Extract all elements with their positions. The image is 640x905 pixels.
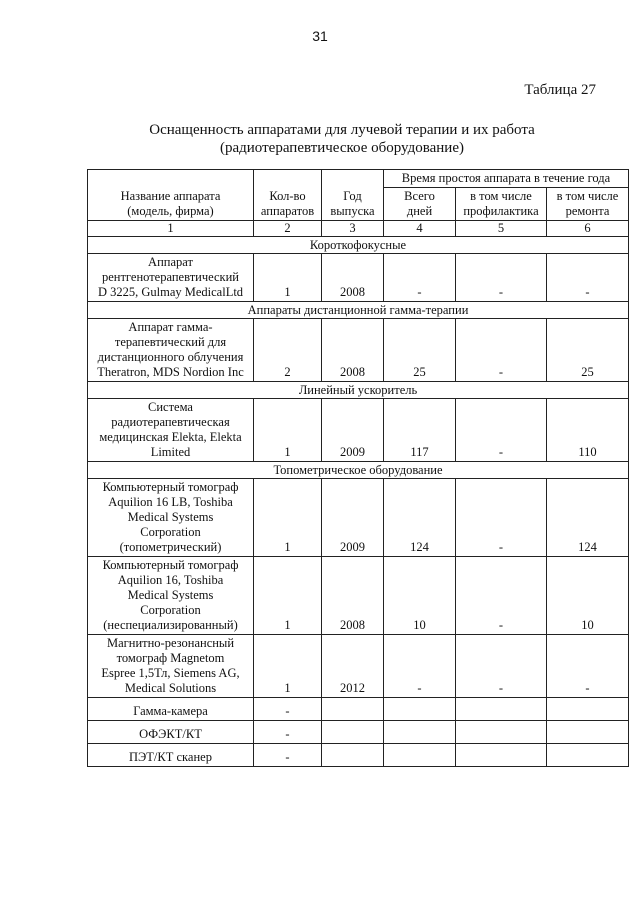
header-year xyxy=(322,170,384,221)
equipment-name-line: Theratron, MDS Nordion Inc xyxy=(97,365,244,379)
equipment-name-line: D 3225, Gulmay MedicalLtd xyxy=(97,285,244,299)
header-maintenance-line: в том числе xyxy=(470,189,532,203)
table-title xyxy=(0,121,640,157)
maintenance-cell: - xyxy=(456,254,547,302)
count-cell: - xyxy=(254,744,322,767)
year-cell: 2009 xyxy=(322,399,384,462)
page-number: 31 xyxy=(312,28,328,44)
year-cell: 2008 xyxy=(322,557,384,635)
empty-cell xyxy=(384,698,456,721)
column-number: 2 xyxy=(254,221,322,237)
equipment-name-line: Corporation xyxy=(140,603,201,617)
header-total-line: Всего xyxy=(404,189,435,203)
header-repair-line: в том числе xyxy=(556,189,619,203)
repair-cell: 25 xyxy=(547,319,629,382)
repair-cell: - xyxy=(547,635,629,698)
count-cell: - xyxy=(254,721,322,744)
equipment-name-line: дистанционного облучения xyxy=(97,350,244,364)
total-days-cell: 10 xyxy=(384,557,456,635)
section-row xyxy=(88,382,629,399)
section-title: Топометрическое оборудование xyxy=(88,462,629,479)
header-downtime: Время простоя аппарата в течение года xyxy=(384,170,629,188)
empty-cell xyxy=(456,698,547,721)
header-name-line: Название аппарата xyxy=(120,189,221,203)
equipment-name-line: Аппарат гамма- xyxy=(128,320,213,334)
equipment-name-cell xyxy=(88,635,254,698)
table-row xyxy=(88,399,629,462)
equipment-name-cell xyxy=(88,557,254,635)
empty-cell xyxy=(547,744,629,767)
column-number: 4 xyxy=(384,221,456,237)
header-year-line: Год xyxy=(343,189,362,203)
equipment-name-line: Aquilion 16 LB, Toshiba xyxy=(108,495,233,509)
table-row xyxy=(88,479,629,557)
count-cell: 1 xyxy=(254,254,322,302)
equipment-name-line: Medical Systems xyxy=(127,588,214,602)
table-row xyxy=(88,744,629,767)
equipment-name-line: Магнитно-резонансный xyxy=(106,636,235,650)
title-line-1: Оснащенность аппаратами для лучевой терапии и их работа xyxy=(149,122,535,138)
section-title: Короткофокусные xyxy=(88,237,629,254)
title-line-2: (радиотерапевтическое оборудование) xyxy=(220,140,464,156)
header-count xyxy=(254,170,322,221)
empty-cell xyxy=(456,721,547,744)
header-total-line: дней xyxy=(406,204,433,218)
maintenance-cell: - xyxy=(456,557,547,635)
header-name-line: (модель, фирма) xyxy=(127,204,214,218)
header-maintenance-line: профилактика xyxy=(463,204,539,218)
total-days-cell: - xyxy=(384,254,456,302)
repair-cell: - xyxy=(547,254,629,302)
equipment-name-cell: ПЭТ/КТ сканер xyxy=(88,744,254,767)
equipment-name-cell xyxy=(88,319,254,382)
section-row xyxy=(88,237,629,254)
year-cell: 2012 xyxy=(322,635,384,698)
equipment-name-line: рентгенотерапевтический xyxy=(101,270,239,284)
column-number-row xyxy=(88,221,629,237)
header-count-line: аппаратов xyxy=(260,204,315,218)
empty-cell xyxy=(322,698,384,721)
equipment-name-cell xyxy=(88,479,254,557)
header-name xyxy=(88,170,254,221)
maintenance-cell: - xyxy=(456,319,547,382)
equipment-table xyxy=(87,169,629,767)
table-row xyxy=(88,721,629,744)
empty-cell xyxy=(547,721,629,744)
count-cell: 1 xyxy=(254,557,322,635)
equipment-name-cell: Гамма-камера xyxy=(88,698,254,721)
section-title: Аппараты дистанционной гамма-терапии xyxy=(88,302,629,319)
repair-cell: 124 xyxy=(547,479,629,557)
total-days-cell: 124 xyxy=(384,479,456,557)
maintenance-cell: - xyxy=(456,635,547,698)
table-row xyxy=(88,319,629,382)
header-year-line: выпуска xyxy=(330,204,375,218)
year-cell: 2008 xyxy=(322,319,384,382)
header-row xyxy=(88,170,629,188)
table-row xyxy=(88,698,629,721)
count-cell: 1 xyxy=(254,399,322,462)
equipment-name-cell: ОФЭКТ/КТ xyxy=(88,721,254,744)
table-row xyxy=(88,557,629,635)
header-total xyxy=(384,188,456,221)
count-cell: - xyxy=(254,698,322,721)
column-number: 6 xyxy=(547,221,629,237)
count-cell: 1 xyxy=(254,479,322,557)
equipment-name-cell xyxy=(88,399,254,462)
empty-cell xyxy=(547,698,629,721)
column-number: 1 xyxy=(88,221,254,237)
header-maintenance xyxy=(456,188,547,221)
equipment-name-line: Аппарат xyxy=(148,255,193,269)
equipment-name-line: (неспециализированный) xyxy=(103,618,238,632)
equipment-name-line: (топометрический) xyxy=(119,540,222,554)
equipment-name-line: Limited xyxy=(150,445,191,459)
count-cell: 2 xyxy=(254,319,322,382)
table-row xyxy=(88,254,629,302)
year-cell: 2009 xyxy=(322,479,384,557)
total-days-cell: 117 xyxy=(384,399,456,462)
equipment-name-line: Medical Solutions xyxy=(124,681,217,695)
table-row xyxy=(88,635,629,698)
table-body xyxy=(88,170,629,767)
table-label: Таблица 27 xyxy=(524,82,596,98)
equipment-name-line: Система xyxy=(148,400,193,414)
empty-cell xyxy=(384,744,456,767)
section-row xyxy=(88,302,629,319)
count-cell: 1 xyxy=(254,635,322,698)
header-count-line: Кол-во xyxy=(269,189,306,203)
equipment-name-line: радиотерапевтическая xyxy=(111,415,230,429)
empty-cell xyxy=(322,721,384,744)
equipment-name-line: медицинская Elekta, Elekta xyxy=(99,430,242,444)
equipment-name-line: Компьютерный томограф xyxy=(102,558,239,572)
equipment-name-line: терапевтический для xyxy=(114,335,227,349)
equipment-name-line: Aquilion 16, Toshiba xyxy=(117,573,224,587)
empty-cell xyxy=(384,721,456,744)
section-title: Линейный ускоритель xyxy=(88,382,629,399)
equipment-name-cell xyxy=(88,254,254,302)
equipment-name-line: Corporation xyxy=(140,525,201,539)
section-row xyxy=(88,462,629,479)
column-number: 5 xyxy=(456,221,547,237)
repair-cell: 10 xyxy=(547,557,629,635)
equipment-name-line: Espree 1,5Тл, Siemens AG, xyxy=(101,666,240,680)
equipment-name-line: томограф Magnetom xyxy=(116,651,225,665)
column-number: 3 xyxy=(322,221,384,237)
header-repair xyxy=(547,188,629,221)
empty-cell xyxy=(456,744,547,767)
total-days-cell: - xyxy=(384,635,456,698)
maintenance-cell: - xyxy=(456,479,547,557)
equipment-name-line: Компьютерный томограф xyxy=(102,480,239,494)
header-repair-line: ремонта xyxy=(565,204,610,218)
total-days-cell: 25 xyxy=(384,319,456,382)
empty-cell xyxy=(322,744,384,767)
equipment-name-line: Medical Systems xyxy=(127,510,214,524)
maintenance-cell: - xyxy=(456,399,547,462)
repair-cell: 110 xyxy=(547,399,629,462)
year-cell: 2008 xyxy=(322,254,384,302)
